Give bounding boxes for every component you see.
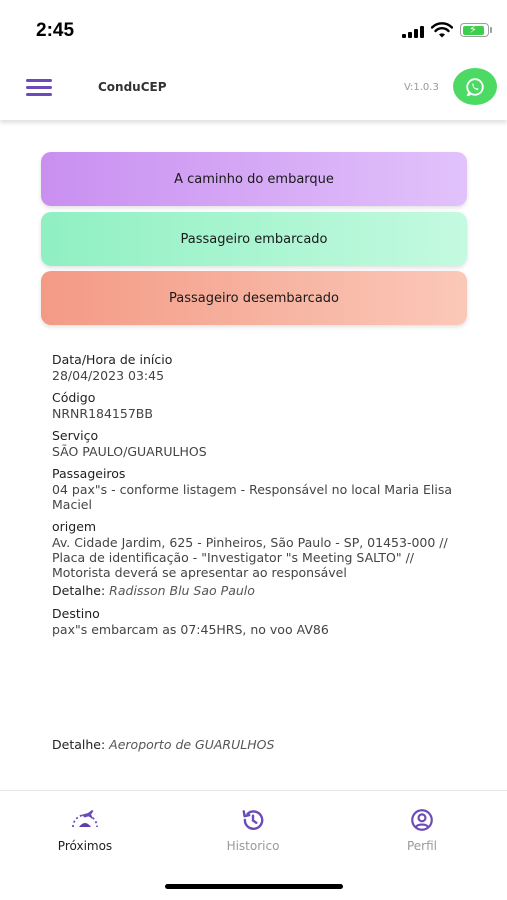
menu-icon[interactable] xyxy=(26,78,52,98)
passageiro-desembarcado-button[interactable]: Passageiro desembarcado xyxy=(41,271,467,325)
wifi-icon xyxy=(431,22,453,38)
tab-historico-label: Historico xyxy=(226,839,280,853)
app-title: ConduCEP xyxy=(98,80,167,94)
whatsapp-icon xyxy=(464,76,486,98)
plane-icon xyxy=(68,807,102,833)
app-header xyxy=(0,58,507,120)
tab-historico[interactable] xyxy=(198,807,308,853)
codigo-label: Código xyxy=(52,390,96,405)
version-label: V:1.0.3 xyxy=(404,82,439,93)
passageiro-embarcado-button[interactable]: Passageiro embarcado xyxy=(41,212,467,266)
battery-icon: ⚡ xyxy=(460,23,489,37)
status-bar xyxy=(0,0,507,58)
history-icon xyxy=(240,807,266,833)
destino-detalhe-value: Aeroporto de GUARULHOS xyxy=(109,737,275,752)
destino-label: Destino xyxy=(52,606,100,621)
servico-value: SÃO PAULO/GUARULHOS xyxy=(52,444,207,459)
destino-detalhe xyxy=(52,737,274,752)
origem-detalhe-label: Detalhe: xyxy=(52,583,106,598)
status-time: 2:45 xyxy=(36,20,75,41)
tab-proximos[interactable] xyxy=(30,807,140,853)
codigo-value: NRNR184157BB xyxy=(52,406,153,421)
inicio-label: Data/Hora de início xyxy=(52,352,173,367)
trip-details xyxy=(52,352,472,644)
origem-label: origem xyxy=(52,519,97,534)
battery-tip xyxy=(490,27,492,33)
profile-icon xyxy=(409,807,435,833)
tab-perfil[interactable] xyxy=(367,807,477,853)
tab-perfil-label: Perfil xyxy=(406,839,438,853)
passageiros-value: 04 pax"s - conforme listagem - Responsável no local Maria Elisa Maciel xyxy=(52,482,453,512)
inicio-value: 28/04/2023 03:45 xyxy=(52,368,165,383)
destino-detalhe-label: Detalhe: xyxy=(52,737,106,752)
home-indicator xyxy=(165,884,343,889)
destino-value: pax"s embarcam as 07:45HRS, no voo AV86 xyxy=(52,622,329,637)
origem-detalhe xyxy=(52,583,472,599)
whatsapp-button[interactable] xyxy=(453,68,497,105)
passageiros-label: Passageiros xyxy=(52,466,126,481)
origem-detalhe-value: Radisson Blu Sao Paulo xyxy=(109,583,255,598)
signal-icon xyxy=(402,26,424,38)
servico-label: Serviço xyxy=(52,428,99,443)
a-caminho-button[interactable]: A caminho do embarque xyxy=(41,152,467,206)
tab-proximos-label: Próximos xyxy=(57,839,113,853)
origem-value: Av. Cidade Jardim, 625 - Pinheiros, São Paulo - SP, 01453-000 // Placa de identificação - "Investigator "s Meeting SALTO" // Motorista deverá se apresentar ao responsável xyxy=(52,535,448,580)
